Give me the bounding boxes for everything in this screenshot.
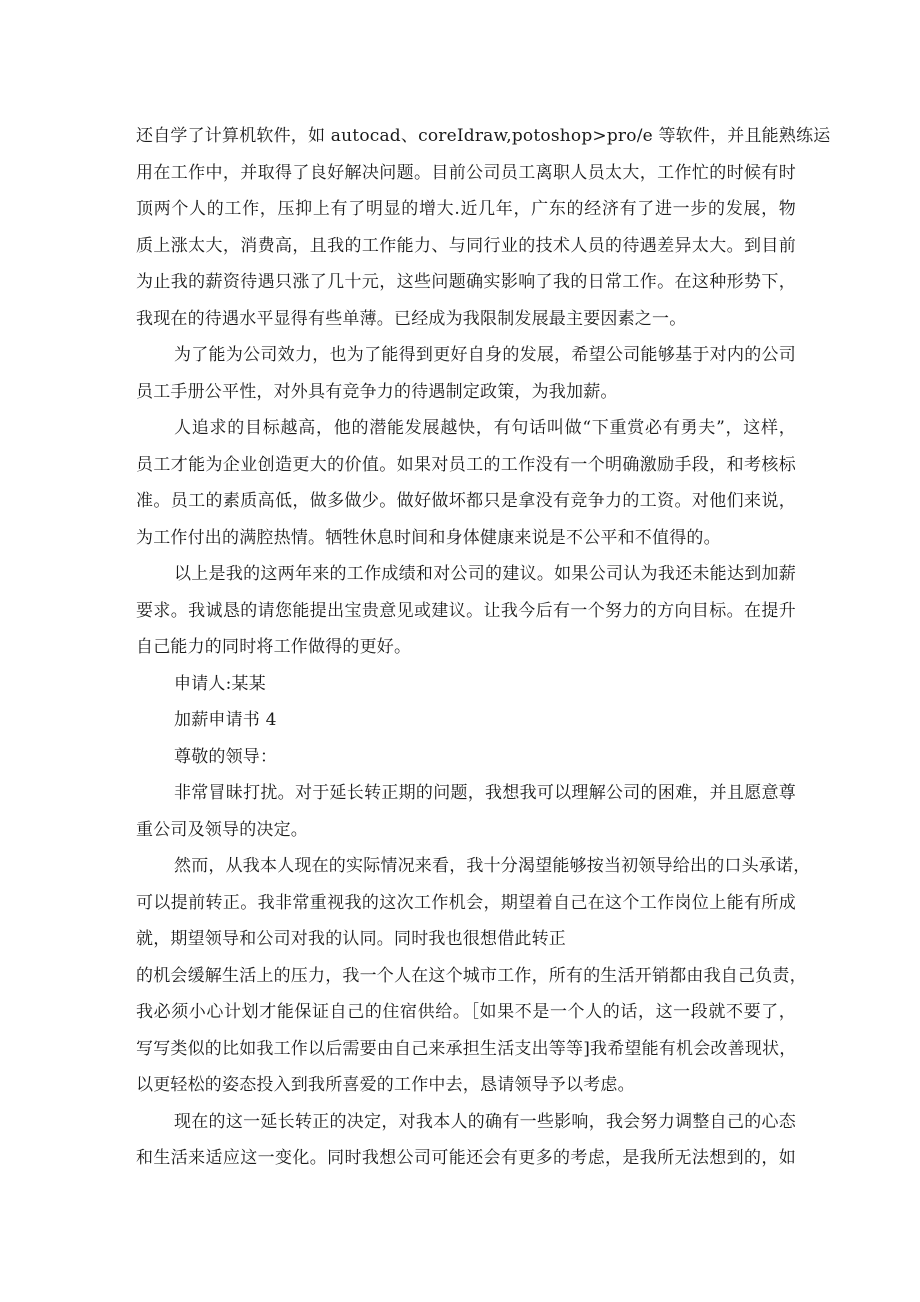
text-line: 的机会缓解生活上的压力，我一个人在这个城市工作，所有的生活开销都由我自己负责， <box>136 965 807 986</box>
text-line: 我必须小心计划才能保证自己的住宿供给。［如果不是一个人的话，这一段就不要了， <box>136 1002 796 1022</box>
text-line: 以上是我的这两年来的工作成绩和对公司的建议。如果公司认为我还未能达到加薪 <box>174 564 796 584</box>
text-line: 就，期望领导和公司对我的认同。同时我也很想借此转正 <box>136 929 566 949</box>
text-line: 准。员工的素质高低，做多做少。做好做坏都只是拿没有竞争力的工资。对他们来说， <box>136 491 796 511</box>
text-line: 非常冒昧打扰。对于延长转正期的问题，我想我可以理解公司的困难，并且愿意尊 <box>174 783 796 803</box>
text-line: 为止我的薪资待遇只涨了几十元，这些问题确实影响了我的日常工作。在这种形势下， <box>136 272 796 292</box>
text-line: 员工手册公平性，对外具有竞争力的待遇制定政策，为我加薪。 <box>136 381 618 402</box>
text-line: 加薪申请书 4 <box>174 710 277 730</box>
text-line: 和生活来适应这一变化。同时我想公司可能还会有更多的考虑，是我所无法想到的，如 <box>136 1148 796 1168</box>
text-line: 申请人:某某 <box>174 673 266 694</box>
text-line: 写写类似的比如我工作以后需要由自己来承担生活支出等等]我希望能有机会改善现状， <box>136 1038 797 1059</box>
text-line: 顶两个人的工作，压抑上有了明显的增大.近几年，广东的经济有了进一步的发展，物 <box>136 199 796 219</box>
text-line: 然而，从我本人现在的实际情况来看，我十分渴望能够按当初领导给出的口头承诺， <box>174 856 811 876</box>
text-line: 以更轻松的姿态投入到我所喜爱的工作中去，恳请领导予以考虑。 <box>136 1075 635 1095</box>
text-line: 现在的这一延长转正的决定，对我本人的确有一些影响，我会努力调整自己的心态 <box>174 1111 796 1132</box>
text-line: 可以提前转正。我非常重视我的这次工作机会，期望着自己在这个工作岗位上能有所成 <box>136 892 796 913</box>
text-line: 为工作付出的满腔热情。牺牲休息时间和身体健康来说是不公平和不值得的。 <box>136 527 721 548</box>
text-line: 人追求的目标越高，他的潜能发展越快，有句话叫做“下重赏必有勇夫”，这样， <box>174 418 796 438</box>
text-line: 为了能为公司效力，也为了能得到更好自身的发展，希望公司能够基于对内的公司 <box>174 345 796 365</box>
text-line: 质上涨太大，消费高，且我的工作能力、与同行业的技术人员的待遇差异太大。到目前 <box>136 235 796 256</box>
text-line: 员工才能为企业创造更大的价值。如果对员工的工作没有一个明确激励手段，和考核标 <box>136 454 796 475</box>
text-line: 重公司及领导的决定。 <box>136 819 308 840</box>
text-line: 尊敬的领导： <box>174 746 278 767</box>
document-body <box>136 118 831 1177</box>
text-line: 我现在的待遇水平显得有些单薄。已经成为我限制发展最主要因素之一。 <box>136 308 687 329</box>
text-line: 要求。我诚恳的请您能提出宝贵意见或建议。让我今后有一个努力的方向目标。在提升 <box>136 600 796 621</box>
text-line: 用在工作中，并取得了良好解决问题。目前公司员工离职人员太大，工作忙的时候有时 <box>136 162 796 183</box>
text-line: 还自学了计算机软件，如 autocad、coreIdraw,potoshop>pro/e 等软件，并且能熟练运 <box>136 126 831 146</box>
text-line: 自己能力的同时将工作做得的更好。 <box>136 637 412 657</box>
